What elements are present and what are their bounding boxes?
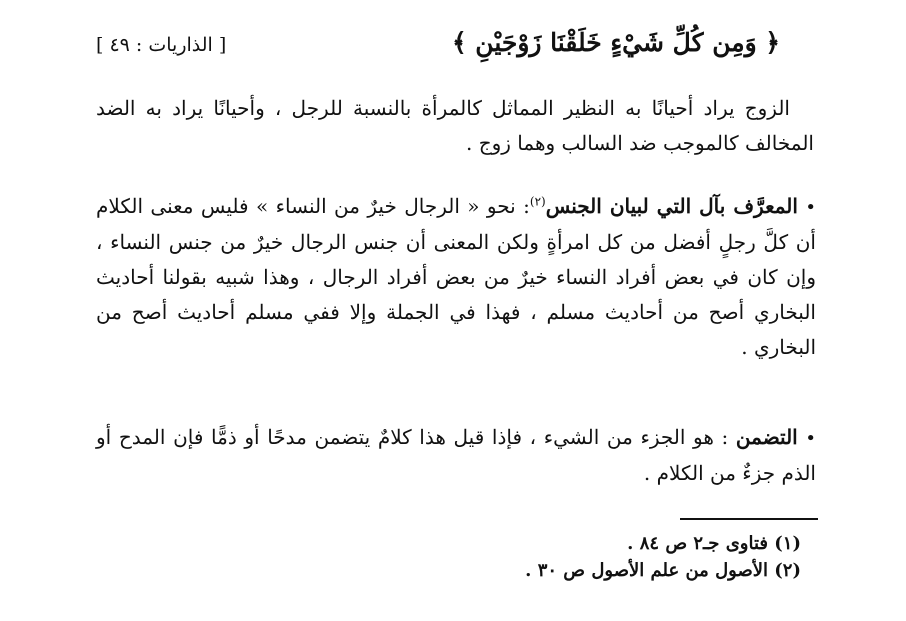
entry-definite-article: [96, 189, 816, 365]
bullet-dot: •: [805, 197, 816, 218]
paragraph-zawj: [96, 91, 814, 161]
footnote-marker: (٢): [529, 194, 546, 209]
paragraph-text: الزوج يراد أحيانًا به النظير المماثل كالمرأة بالنسبة للرجل ، وأحيانًا يراد به الضد المخالف كالموجب ضد السالب وهما زوج .: [96, 96, 814, 155]
quran-verse: ﴿ وَمِن كُلِّ شَيْءٍ خَلَقْنَا زَوْجَيْنِ ﴾: [451, 28, 781, 57]
bullet-dot: •: [805, 428, 816, 449]
footnote-1: (١) فتاوى جـ٢ ص ٨٤ .: [627, 533, 801, 554]
entry-text: : هو الجزء من الشيء ، فإذا قيل هذا كلامٌ يتضمن مدحًا أو ذمًّا فإن المدح أو الذم جزءٌ من الكلام .: [96, 425, 816, 485]
footnote-2: (٢) الأصول من علم الأصول ص ٣٠ .: [525, 560, 801, 581]
entry-text: : نحو « الرجال خيرٌ من النساء » فليس معنى الكلام أن كلَّ رجلٍ أفضل من كل امرأةٍ ولكن المعنى أن جنس الرجال خيرٌ من جنس النساء ، وإن كان في بعض أفراد النساء خيرٌ من بعض أفراد الرجال ، وهذا شبيه بقولنا أحاديث البخاري أصح من أحاديث مسلم ، فهذا في الجملة وإلا ففي مسلم أحاديث أصح من البخاري .: [96, 194, 816, 359]
entry-term: التضمن: [735, 425, 798, 449]
footnotes: [525, 530, 801, 584]
entry-tadammun: [96, 420, 816, 491]
verse-header: [96, 28, 816, 68]
entry-term: المعرَّف بآل التي لبيان الجنس: [545, 194, 798, 218]
verse-reference: [ الذاريات : ٤٩ ]: [96, 34, 227, 56]
footnote-divider: [680, 518, 818, 520]
